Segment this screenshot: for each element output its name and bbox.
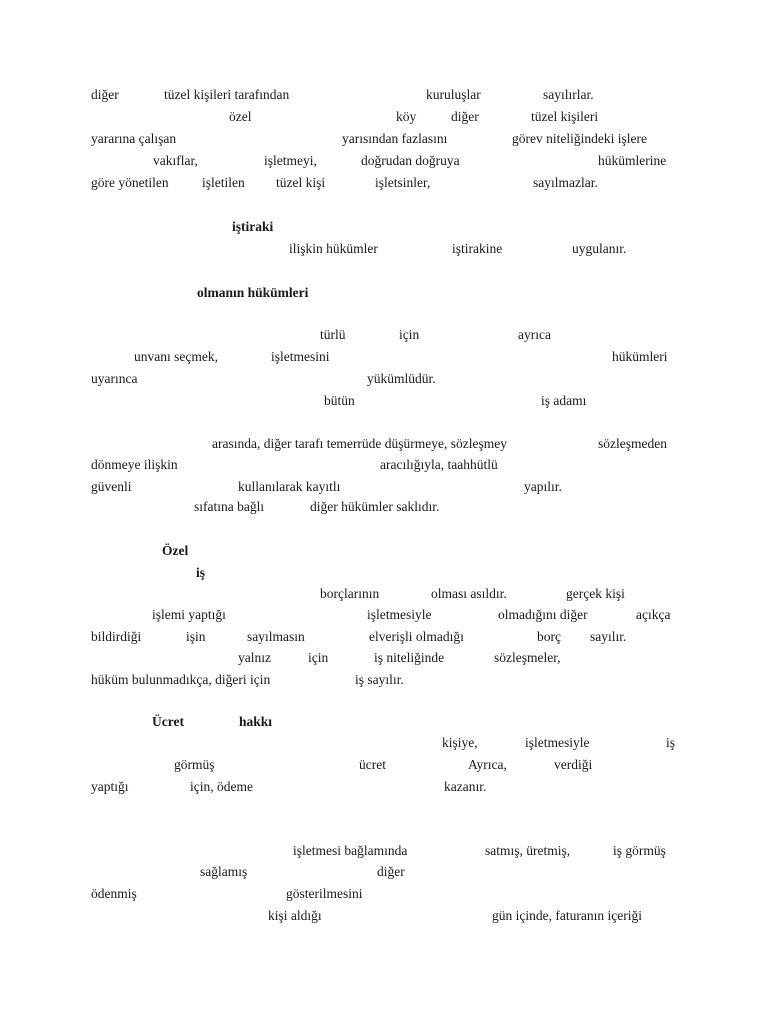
text-fragment: kuruluşlar: [426, 87, 481, 102]
text-fragment: satmış, üretmiş,: [485, 843, 571, 858]
text-fragment: gün içinde, faturanın içeriği: [492, 908, 642, 923]
text-fragment: iş: [666, 735, 676, 750]
text-fragment: işletmesiyle: [367, 607, 432, 622]
section-heading: hakkı: [239, 714, 273, 729]
text-fragment: işletsinler,: [375, 175, 431, 190]
text-fragment: ayrıca: [518, 327, 551, 342]
text-fragment: sıfatına bağlı: [194, 499, 265, 514]
text-fragment: görev niteliğindeki işlere: [512, 131, 647, 146]
text-fragment: ödenmiş: [91, 886, 137, 901]
text-fragment: doğrudan doğruya: [361, 153, 460, 168]
text-fragment: bildirdiği: [91, 629, 142, 644]
text-fragment: işin: [186, 629, 206, 644]
text-fragment: işletmesini: [271, 349, 330, 364]
text-fragment: güvenli: [91, 479, 132, 494]
section-heading: iştiraki: [232, 219, 274, 234]
text-fragment: işletmesi bağlamında: [293, 843, 408, 858]
text-fragment: sözleşmeden: [598, 436, 667, 451]
text-fragment: sayılır.: [590, 629, 627, 644]
text-fragment: diğer: [451, 109, 479, 124]
text-fragment: görmüş: [174, 757, 215, 772]
text-fragment: hükümleri: [612, 349, 668, 364]
text-fragment: iş adamı: [541, 393, 587, 408]
text-fragment: için, ödeme: [190, 779, 253, 794]
text-fragment: kazanır.: [444, 779, 487, 794]
text-fragment: tüzel kişileri tarafından: [164, 87, 290, 102]
text-fragment: vakıflar,: [153, 153, 198, 168]
text-fragment: sözleşmeler,: [494, 650, 561, 665]
text-fragment: uyarınca: [91, 371, 138, 386]
text-fragment: verdiği: [554, 757, 593, 772]
text-fragment: için: [308, 650, 329, 665]
text-fragment: Ayrıca,: [468, 757, 507, 772]
text-fragment: iştirakine: [452, 241, 503, 256]
text-fragment: türlü: [320, 327, 346, 342]
section-heading: olmanın hükümleri: [197, 285, 309, 300]
text-fragment: işletilen: [202, 175, 245, 190]
text-fragment: borçlarının: [320, 586, 380, 601]
text-fragment: olmadığını diğer: [498, 607, 588, 622]
text-fragment: hükümlerine: [598, 153, 667, 168]
text-fragment: yapılır.: [524, 479, 562, 494]
text-fragment: diğer: [91, 87, 119, 102]
text-fragment: yaptığı: [91, 779, 129, 794]
text-fragment: uygulanır.: [572, 241, 627, 256]
text-fragment: yalnız: [238, 650, 271, 665]
text-fragment: kullanılarak kayıtlı: [238, 479, 341, 494]
text-fragment: bütün: [324, 393, 355, 408]
text-fragment: elverişli olmadığı: [369, 629, 464, 644]
text-fragment: aracılığıyla, taahhütlü: [380, 457, 498, 472]
text-fragment: sayılırlar.: [543, 87, 594, 102]
text-fragment: iş görmüş: [613, 843, 666, 858]
text-fragment: yarısından fazlasını: [342, 131, 448, 146]
text-fragment: köy: [396, 109, 417, 124]
text-fragment: özel: [229, 109, 252, 124]
text-fragment: dönmeye ilişkin: [91, 457, 178, 472]
text-fragment: işletmeyi,: [264, 153, 317, 168]
text-fragment: kişiye,: [442, 735, 478, 750]
text-fragment: arasında, diğer tarafı temerrüde düşürmeye, sözleşmey: [212, 436, 508, 451]
text-fragment: iş niteliğinde: [374, 650, 445, 665]
text-fragment: olması asıldır.: [431, 586, 507, 601]
text-fragment: tüzel kişi: [276, 175, 326, 190]
section-heading: Ücret: [152, 714, 184, 729]
text-fragment: iş sayılır.: [355, 672, 404, 687]
text-fragment: işlemi yaptığı: [152, 607, 226, 622]
text-fragment: ücret: [359, 757, 386, 772]
text-fragment: yükümlüdür.: [367, 371, 436, 386]
text-fragment: için: [399, 327, 420, 342]
text-fragment: unvanı seçmek,: [134, 349, 218, 364]
text-fragment: açıkça: [636, 607, 671, 622]
text-fragment: diğer hükümler saklıdır.: [310, 499, 440, 514]
section-heading: Özel: [162, 543, 189, 558]
text-fragment: işletmesiyle: [525, 735, 590, 750]
text-fragment: sağlamış: [200, 864, 248, 879]
section-subheading: iş: [196, 565, 206, 580]
text-fragment: hüküm bulunmadıkça, diğeri için: [91, 672, 271, 687]
text-fragment: göre yönetilen: [91, 175, 169, 190]
text-fragment: kişi aldığı: [268, 908, 322, 923]
text-fragment: borç: [537, 629, 561, 644]
text-fragment: sayılmasın: [247, 629, 305, 644]
text-fragment: sayılmazlar.: [533, 175, 598, 190]
text-fragment: gerçek kişi: [566, 586, 625, 601]
text-fragment: yararına çalışan: [91, 131, 177, 146]
text-fragment: tüzel kişileri: [531, 109, 599, 124]
text-fragment: diğer: [377, 864, 405, 879]
text-fragment: gösterilmesini: [286, 886, 363, 901]
text-fragment: ilişkin hükümler: [289, 241, 378, 256]
